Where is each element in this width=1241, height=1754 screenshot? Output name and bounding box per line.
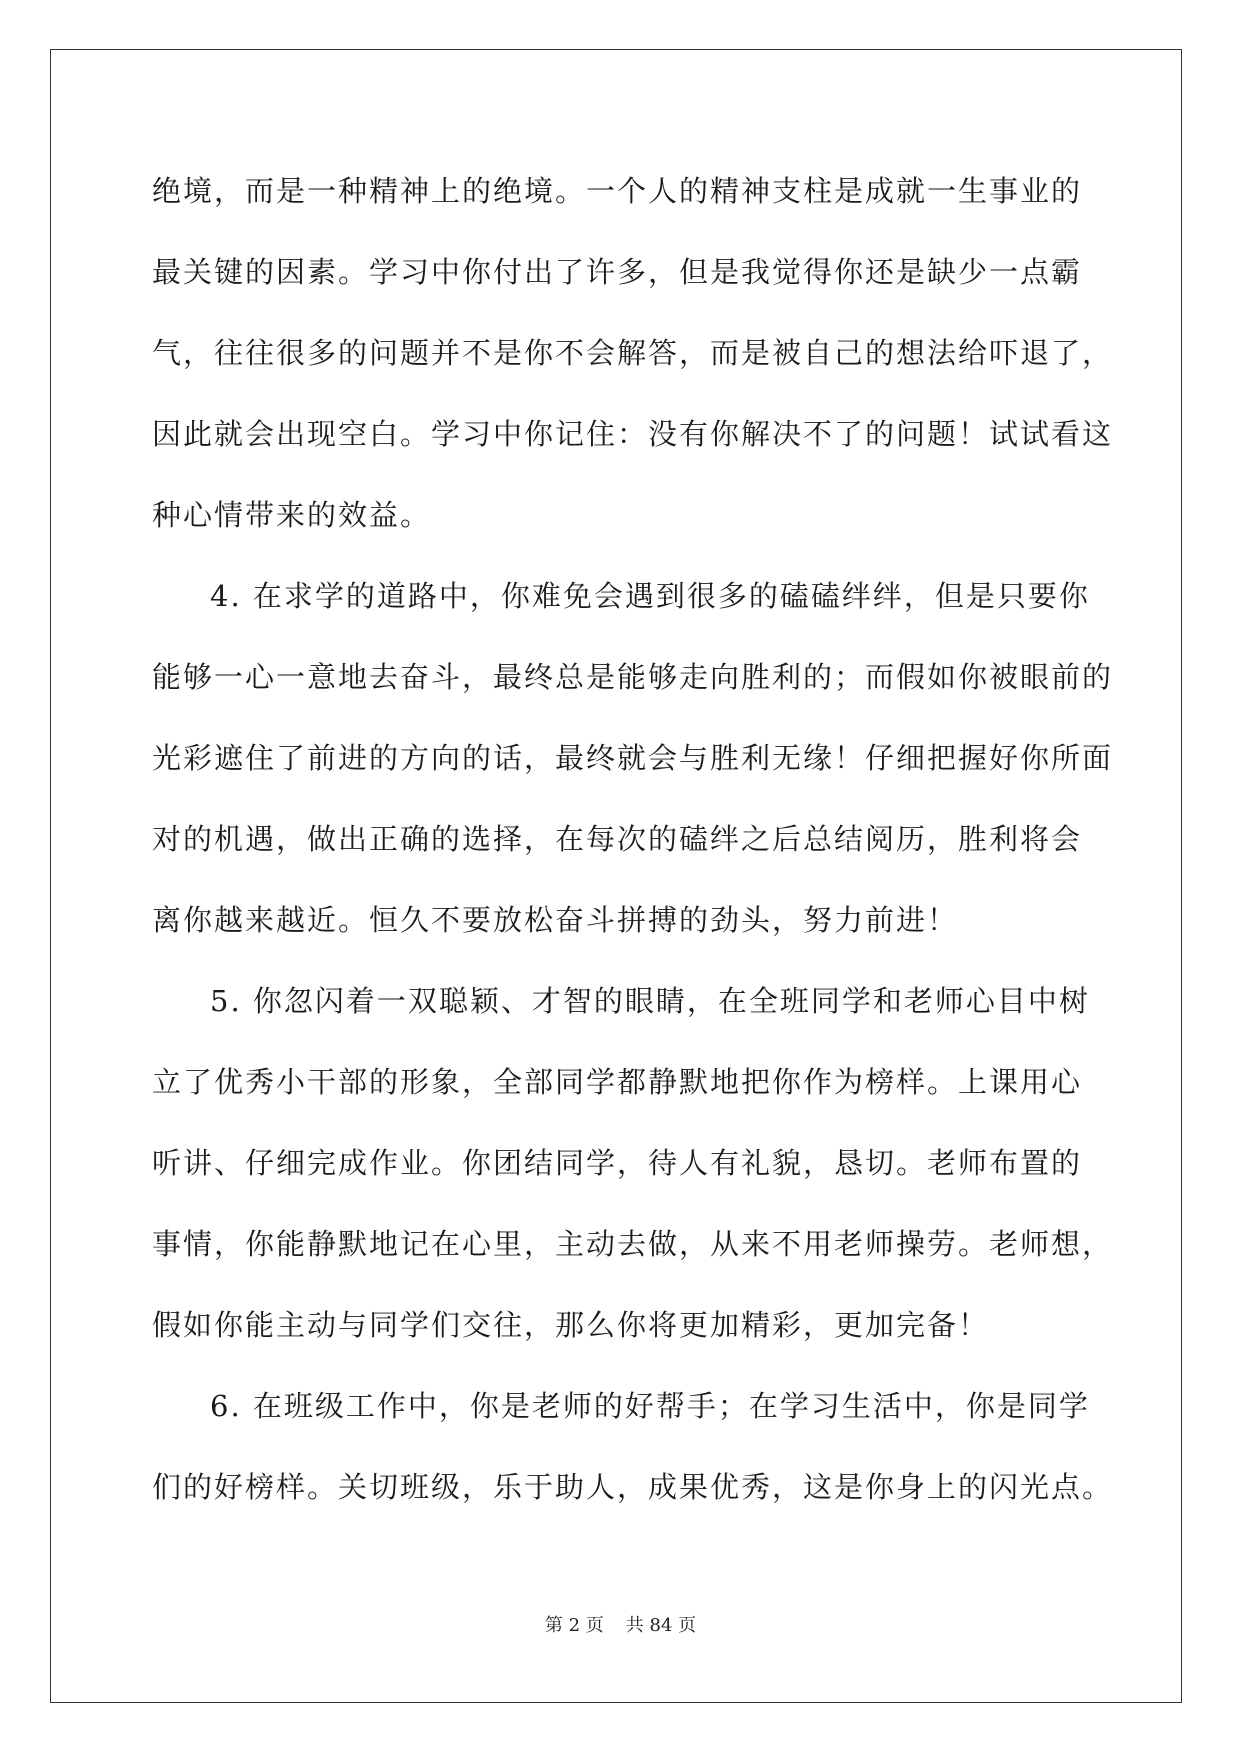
total-pages: 共 84 页 bbox=[625, 1615, 697, 1636]
text-line: 气，往往很多的问题并不是你不会解答，而是被自己的想法给吓退了， bbox=[152, 336, 1114, 370]
text-line: 种心情带来的效益。 bbox=[152, 498, 432, 532]
text-line: 假如你能主动与同学们交往，那么你将更加精彩，更加完备！ bbox=[152, 1308, 990, 1342]
document-body bbox=[152, 159, 1114, 1536]
text-line: 们的好榜样。关切班级，乐于助人，成果优秀，这是你身上的闪光点。 bbox=[152, 1470, 1114, 1504]
text-line: 最关键的因素。学习中你付出了许多，但是我觉得你还是缺少一点霸 bbox=[152, 255, 1083, 289]
paragraph-6-start: 6. 在班级工作中，你是老师的好帮手；在学习生活中，你是同学 bbox=[210, 1389, 1090, 1423]
text-line: 能够一心一意地去奋斗，最终总是能够走向胜利的；而假如你被眼前的 bbox=[152, 660, 1114, 694]
text-line: 立了优秀小干部的形象，全部同学都静默地把你作为榜样。上课用心 bbox=[152, 1065, 1083, 1099]
text-line: 光彩遮住了前进的方向的话，最终就会与胜利无缘！仔细把握好你所面 bbox=[152, 741, 1114, 775]
text-line: 离你越来越近。恒久不要放松奋斗拼搏的劲头，努力前进！ bbox=[152, 903, 959, 937]
paragraph-4-start: 4. 在求学的道路中，你难免会遇到很多的磕磕绊绊，但是只要你 bbox=[210, 579, 1090, 613]
text-line: 绝境，而是一种精神上的绝境。一个人的精神支柱是成就一生事业的 bbox=[152, 174, 1083, 208]
page-footer bbox=[0, 1614, 1241, 1638]
text-line: 事情，你能静默地记在心里，主动去做，从来不用老师操劳。老师想， bbox=[152, 1227, 1114, 1261]
text-line: 听讲、仔细完成作业。你团结同学，待人有礼貌，恳切。老师布置的 bbox=[152, 1146, 1083, 1180]
paragraph-5-start: 5. 你忽闪着一双聪颖、才智的眼睛，在全班同学和老师心目中树 bbox=[210, 984, 1090, 1018]
text-line: 因此就会出现空白。学习中你记住：没有你解决不了的问题！试试看这 bbox=[152, 417, 1114, 451]
page-number: 第 2 页 bbox=[544, 1615, 604, 1636]
text-line: 对的机遇，做出正确的选择，在每次的磕绊之后总结阅历，胜利将会 bbox=[152, 822, 1083, 856]
